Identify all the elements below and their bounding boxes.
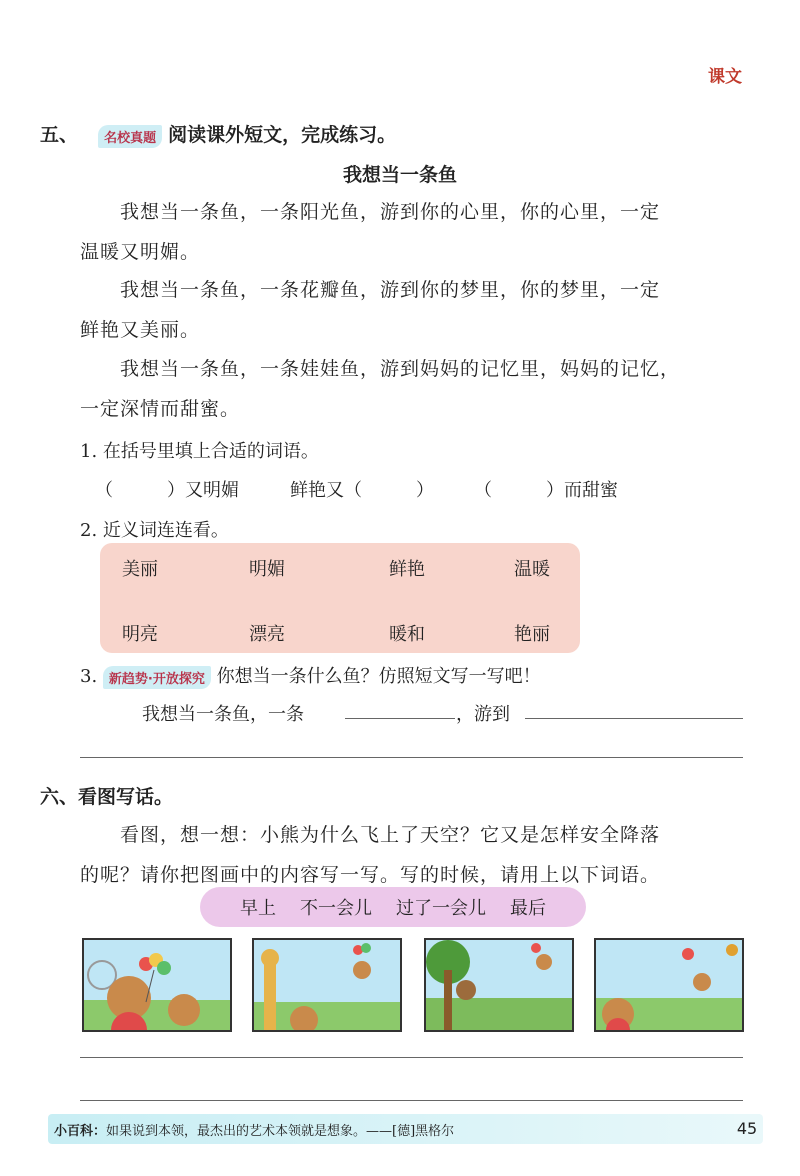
synonym-top-3[interactable]: 鲜艳 — [389, 559, 425, 580]
paragraph-1: 我想当一条鱼，一条阳光鱼，游到你的心里，你的心里，一定 温暖又明媚。 — [80, 201, 661, 263]
q3-blank-fish[interactable] — [345, 718, 455, 719]
corner-label: 课文 — [708, 67, 742, 87]
synonym-box — [100, 543, 580, 653]
synonym-bottom-1[interactable]: 明亮 — [122, 624, 158, 645]
bear-flying-illustration — [254, 940, 400, 1030]
synonym-bottom-4[interactable]: 艳丽 — [514, 624, 550, 645]
q3-fill-start: 我想当一条鱼，一条 — [142, 704, 304, 725]
footer-tip — [48, 1114, 763, 1144]
picture-2 — [252, 938, 402, 1032]
section5-instruction: 阅读课外短文，完成练习。 — [168, 124, 397, 146]
section6-heading: 六、看图写话。 — [40, 786, 174, 808]
synonym-bottom-2[interactable]: 漂亮 — [249, 624, 285, 645]
monkey-bear-illustration — [426, 940, 572, 1030]
section5-number: 五、 — [40, 124, 79, 146]
synonym-bottom-3[interactable]: 暖和 — [389, 624, 425, 645]
question-2: 2. 近义词连连看。 — [80, 520, 229, 541]
word-4: 最后 — [510, 898, 546, 919]
synonym-top-4[interactable]: 温暖 — [514, 559, 550, 580]
question-1: 1. 在括号里填上合适的词语。 — [80, 441, 319, 462]
paragraph-3: 我想当一条鱼，一条娃娃鱼，游到妈妈的记忆里，妈妈的记忆， 一定深情而甜蜜。 — [80, 358, 681, 420]
page-number: 45 — [734, 1114, 760, 1142]
q1-blank-2[interactable]: 鲜艳又（ ） — [290, 480, 434, 501]
q1-blank-3[interactable]: （ ）而甜蜜 — [474, 480, 618, 501]
q3-tag: 新趋势·开放探究 — [103, 666, 211, 689]
q3-blank-place[interactable] — [525, 718, 743, 719]
synonym-top-1[interactable]: 美丽 — [122, 559, 158, 580]
word-bank — [200, 887, 586, 927]
section5-tag: 名校真题 — [98, 125, 162, 148]
bear-balloons-illustration — [84, 940, 230, 1030]
picture-3 — [424, 938, 574, 1032]
writing-line-2[interactable] — [80, 1100, 743, 1101]
bear-landing-illustration — [596, 940, 742, 1030]
footer-label: 小百科： — [54, 1123, 107, 1139]
q1-blank-1[interactable]: （ ）又明媚 — [95, 480, 239, 501]
word-1: 早上 — [240, 898, 276, 919]
passage-title: 我想当一条鱼 — [342, 164, 457, 186]
word-2: 不一会儿 — [300, 898, 372, 919]
picture-1 — [82, 938, 232, 1032]
section5-heading — [40, 120, 396, 148]
synonym-top-2[interactable]: 明媚 — [249, 559, 285, 580]
footer-quote: 如果说到本领，最杰出的艺术本领就是想象。——[德]黑格尔 — [106, 1123, 455, 1139]
question-3: 3. 新趋势·开放探究 你想当一条什么鱼？仿照短文写一写吧！ — [80, 666, 541, 687]
paragraph-2: 我想当一条鱼，一条花瓣鱼，游到你的梦里，你的梦里，一定 鲜艳又美丽。 — [80, 279, 661, 341]
section6-paragraph: 看图，想一想：小熊为什么飞上了天空？它又是怎样安全降落 的呢？请你把图画中的内容写一写。写的时候，请用上以下词语。 — [80, 824, 661, 886]
word-3: 过了一会儿 — [396, 898, 486, 919]
q3-fill-mid: ，游到 — [456, 704, 510, 725]
q3-answer-line[interactable] — [80, 757, 743, 758]
picture-4 — [594, 938, 744, 1032]
writing-line-1[interactable] — [80, 1057, 743, 1058]
